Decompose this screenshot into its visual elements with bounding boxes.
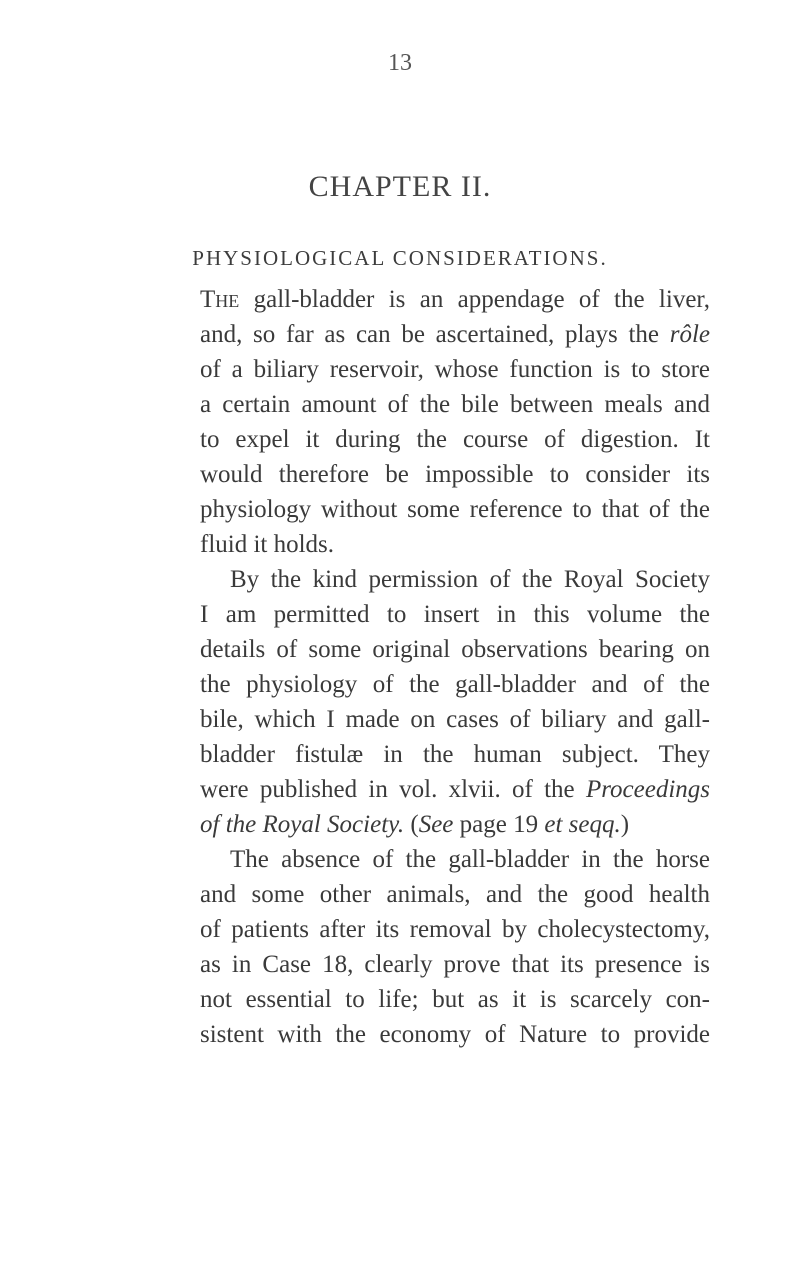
text-line — [200, 772, 710, 807]
text-line: sistent with the economy of Nature to provide — [200, 1021, 710, 1048]
text-line: the physiology of the gall-bladder and of the — [200, 671, 710, 698]
italic-text: Proceedings — [585, 776, 710, 803]
text-line — [200, 807, 710, 842]
text-line: of a biliary reservoir, whose function is to store — [200, 356, 710, 383]
page-number: 13 — [388, 50, 412, 76]
text-line: as in Case 18, clearly prove that its presence is — [200, 951, 710, 978]
text-line: physiology without some reference to that of the — [200, 496, 710, 523]
text-line: details of some original observations bearing on — [200, 636, 710, 663]
line-text: gall-bladder is an appendage of the liver, — [239, 286, 710, 313]
text-line: I am permitted to insert in this volume the — [200, 601, 710, 628]
line-text: ( — [404, 811, 419, 838]
text-line — [200, 282, 710, 317]
body-text — [200, 282, 710, 1052]
italic-text: of the Royal Society. — [200, 811, 405, 838]
text-line: not essential to life; but as it is scarcely con- — [200, 986, 710, 1013]
text-line: By the kind permission of the Royal Society — [230, 566, 710, 593]
italic-text: et seqq. — [544, 811, 621, 838]
line-text: were published in vol. xlvii. of the — [200, 776, 586, 803]
italic-text: See — [418, 811, 454, 838]
chapter-subtitle: PHYSIOLOGICAL CONSIDERATIONS. — [192, 246, 608, 270]
text-line: fluid it holds. — [200, 531, 335, 558]
text-line: and some other animals, and the good health — [200, 881, 710, 908]
text-line: would therefore be impossible to consider its — [200, 461, 710, 488]
lead-word: The — [200, 286, 240, 313]
line-text: ) — [620, 811, 630, 838]
text-line: a certain amount of the bile between meals and — [200, 391, 710, 418]
text-line: bile, which I made on cases of biliary and gall- — [200, 706, 710, 733]
italic-text: rôle — [669, 321, 710, 348]
text-line: to expel it during the course of digestion. It — [200, 426, 710, 453]
text-line: of patients after its removal by cholecystectomy, — [200, 916, 710, 943]
line-text: and, so far as can be ascertained, plays the — [200, 321, 670, 348]
text-line: bladder fistulæ in the human subject. They — [200, 741, 710, 768]
text-line — [200, 317, 710, 352]
line-text: page 19 — [453, 811, 545, 838]
text-line: The absence of the gall-bladder in the horse — [230, 846, 710, 873]
chapter-title: CHAPTER II. — [308, 170, 492, 203]
